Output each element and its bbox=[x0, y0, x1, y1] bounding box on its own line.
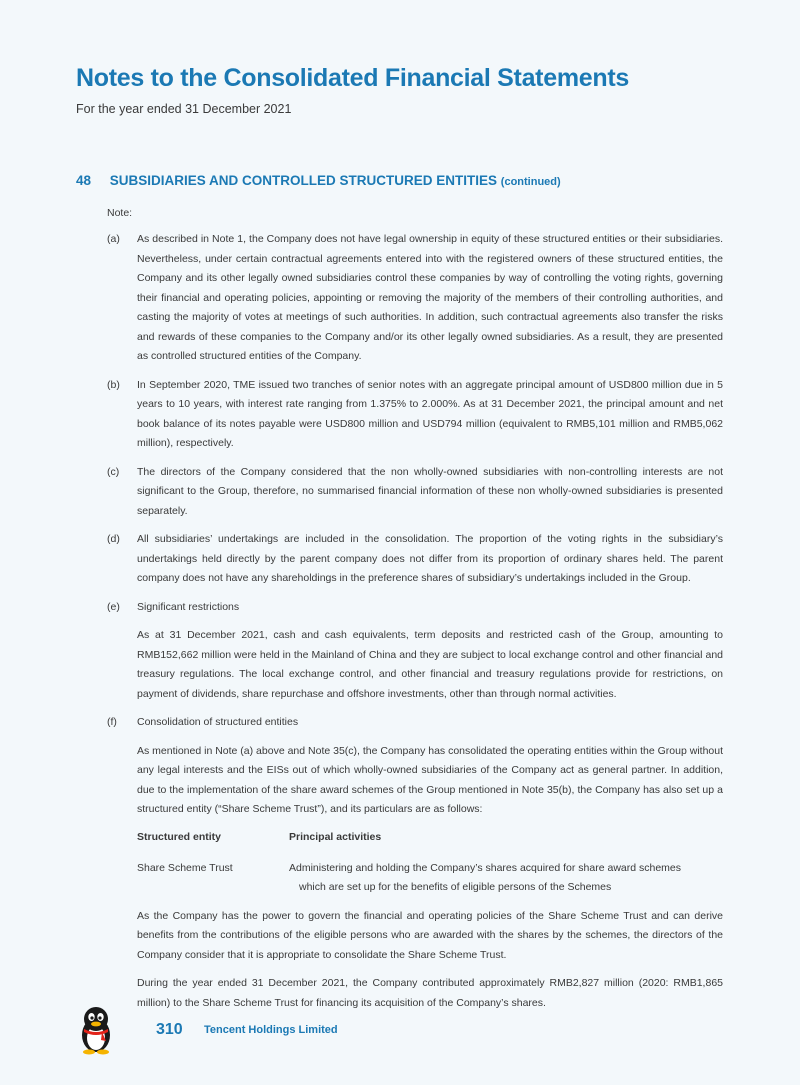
page-number: 310 bbox=[156, 1021, 183, 1038]
note-letter: (a) bbox=[107, 233, 120, 245]
note-subheading: Consolidation of structured entities bbox=[137, 716, 299, 728]
section-heading bbox=[76, 173, 561, 188]
table-row bbox=[137, 859, 723, 898]
page-subtitle: For the year ended 31 December 2021 bbox=[76, 102, 292, 116]
page-footer bbox=[76, 1005, 476, 1065]
note-paragraph: As described in Note 1, the Company does not have legal ownership in equity of these structured entities or their subsidiaries. Nevertheless, under certain contractual agreements entered into with the registered owners of these structured entities, the Company and its other legally owned subsidiaries control these companies by way of controlling the voting rights, governing their financial and operating policies, appointing or removing the majority of the members of their controlling authorities, and casting the majority of votes at meetings of such authorities. In addition, such contractual agreements also transfer the risks and rewards of these companies to the Company and/or its other legally owned subsidiaries. As a result, they are presented as controlled structured entities of the Company. bbox=[137, 233, 723, 362]
note-b bbox=[107, 376, 723, 454]
structured-entity-table bbox=[137, 829, 723, 898]
note-paragraph: As at 31 December 2021, cash and cash equivalents, term deposits and restricted cash of the Group, amounting to RMB152,662 million were held in the Mainland of China and they are subject to local exchange control and other financial and treasury regulations. The local exchange control, and other financial and treasury regulations provide for restrictions, on payment of dividends, share repurchase and offshore investments, other than through normal activities. bbox=[137, 629, 723, 700]
section-title: SUBSIDIARIES AND CONTROLLED STRUCTURED ENTITIES bbox=[109, 173, 498, 188]
note-letter: (b) bbox=[107, 378, 120, 391]
page-title: Notes to the Consolidated Financial Statements bbox=[76, 64, 629, 92]
table-cell-activity bbox=[289, 859, 723, 898]
note-paragraph: In September 2020, TME issued two tranches of senior notes with an aggregate principal amount of USD800 million due in 5 years to 10 years, with interest rate ranging from 1.375% to 2.000%. As at 31 December 2021, the principal amount and net book balance of its notes payable were USD800 million and USD794 million (equivalent to RMB5,101 million and RMB5,062 million), respectively. bbox=[137, 378, 723, 449]
note-subheading: Significant restrictions bbox=[137, 600, 240, 613]
note-label: Note: bbox=[107, 207, 133, 219]
activity-line-2: which are set up for the benefits of eligible persons of the Schemes bbox=[299, 881, 612, 893]
note-paragraph: As the Company has the power to govern the financial and operating policies of the Share Scheme Trust and can derive benefits from the contributions of the eligible persons who are awarded with the shares by the schemes, the directors of the Company consider that it is appropriate to consolidate the Share Scheme Trust. bbox=[137, 909, 723, 961]
note-paragraph: The directors of the Company considered that the non wholly-owned subsidiaries with non-controlling interests are not significant to the Group, therefore, no summarised financial information of these non wholly-owned subsidiaries is presented separately. bbox=[137, 465, 723, 517]
note-letter: (f) bbox=[107, 716, 117, 728]
note-d bbox=[107, 530, 723, 589]
table-header-activities: Principal activities bbox=[289, 830, 382, 843]
note-e bbox=[107, 598, 723, 705]
note-paragraph: During the year ended 31 December 2021, the Company contributed approximately RMB2,827 million (2020: RMB1,865 million) to the Share Scheme Trust for financing its acquisition of the Company’s shares. bbox=[137, 977, 723, 1009]
note-letter: (c) bbox=[107, 465, 120, 478]
note-c bbox=[107, 463, 723, 522]
company-name: Tencent Holdings Limited bbox=[204, 1024, 338, 1036]
note-letter: (e) bbox=[107, 600, 120, 613]
section-continued: (continued) bbox=[500, 176, 561, 188]
note-paragraph: As mentioned in Note (a) above and Note 35(c), the Company has consolidated the operating entities within the Group without any legal interests and the EISs out of which wholly-owned subsidiaries of the Company act as general partner. In addition, due to the implementation of the share award schemes of the Group mentioned in Note 35(b), the Company has also set up a structured entity (“Share Scheme Trust”), and its particulars are as follows: bbox=[137, 744, 724, 815]
table-header-entity: Structured entity bbox=[137, 830, 222, 843]
table-cell-entity: Share Scheme Trust bbox=[137, 861, 233, 874]
section-number: 48 bbox=[76, 173, 92, 188]
activity-line-1: Administering and holding the Company’s shares acquired for share award schemes bbox=[289, 861, 682, 874]
qq-penguin-icon bbox=[76, 1005, 116, 1055]
note-paragraph: All subsidiaries’ undertakings are included in the consolidation. The proportion of the voting rights in the subsidiary’s undertakings held directly by the parent company does not differ from its proportion of ordinary shares held. The parent company does not have any shareholdings in the preference shares of subsidiary’s undertakings included in the Group. bbox=[137, 533, 723, 584]
note-letter: (d) bbox=[107, 533, 120, 545]
note-a bbox=[107, 230, 723, 367]
notes-list bbox=[107, 230, 723, 1022]
note-f bbox=[107, 713, 723, 1013]
